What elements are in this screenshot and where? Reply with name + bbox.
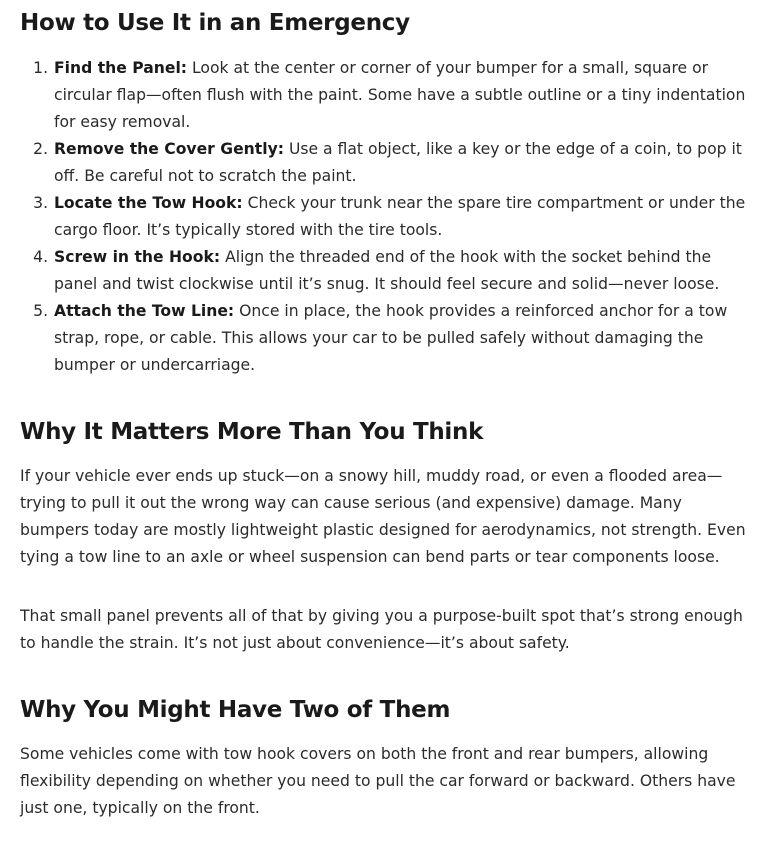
list-item (53, 244, 752, 298)
step-text: Look at the center or corner of your bumper for a small, square or circular flap—often flush with the paint. Some have a subtle outline or a tiny indentation for easy removal. (54, 59, 746, 131)
paragraph: If your vehicle ever ends up stuck—on a snowy hill, muddy road, or even a flooded area—trying to pull it out the wrong way can cause serious (and expensive) damage. Many bumpers today are mostly lightweight plastic designed for aerodynamics, not strength. Even tying a tow line to an axle or wheel suspension can bend parts or tear components loose. (20, 467, 746, 566)
step-title: Remove the Cover Gently: (54, 140, 284, 158)
list-item (53, 190, 752, 244)
step-text: Use a flat object, like a key or the edge of a coin, to pop it off. Be careful not to scratch the paint. (54, 140, 742, 185)
step-text: Check your trunk near the spare tire compartment or under the cargo floor. It’s typically stored with the tire tools. (54, 194, 746, 239)
paragraph: That small panel prevents all of that by giving you a purpose-built spot that’s strong enough to handle the strain. It’s not just about convenience—it’s about safety. (20, 607, 743, 652)
step-text: Once in place, the hook provides a reinforced anchor for a tow strap, rope, or cable. This allows your car to be pulled safely without damaging the bumper or undercarriage. (54, 302, 728, 374)
emergency-steps-list (20, 55, 752, 379)
list-item (53, 298, 752, 379)
section-heading-why-it-matters: Why It Matters More Than You Think (20, 419, 484, 445)
list-item (53, 55, 752, 136)
paragraph: Some vehicles come with tow hook covers on both the front and rear bumpers, allowing flexibility depending on whether you need to pull the car forward or backward. Others have just one, typically on the front. (20, 745, 736, 817)
list-item (53, 136, 752, 190)
section-heading-two-of-them: Why You Might Have Two of Them (20, 697, 451, 723)
section-heading-emergency: How to Use It in an Emergency (20, 10, 410, 36)
step-title: Attach the Tow Line: (54, 302, 235, 320)
step-text: Align the threaded end of the hook with the socket behind the panel and twist clockwise until it’s snug. It should feel secure and solid—never loose. (54, 248, 720, 293)
step-title: Locate the Tow Hook: (54, 194, 243, 212)
step-title: Find the Panel: (54, 59, 188, 77)
step-title: Screw in the Hook: (54, 248, 221, 266)
